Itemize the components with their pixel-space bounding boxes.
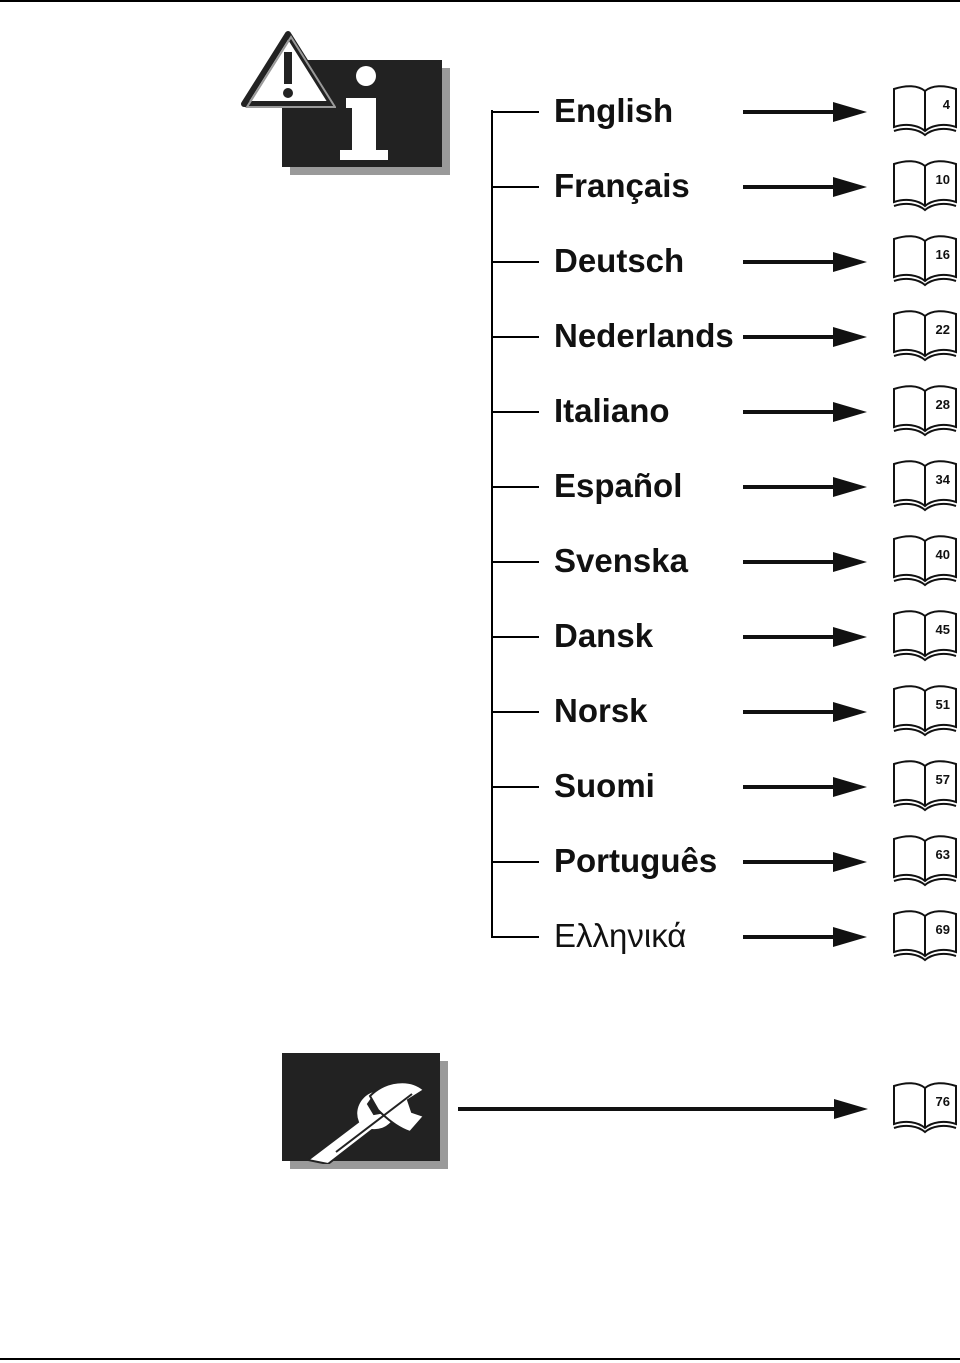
tools-book-icon: [892, 1080, 958, 1134]
page-ref-book: [892, 533, 958, 587]
arrow-icon: [743, 327, 867, 347]
tree-branch: [491, 636, 539, 638]
tree-branch: [491, 711, 539, 713]
tree-branch: [491, 486, 539, 488]
language-label[interactable]: Nederlands: [554, 317, 734, 354]
tree-branch: [491, 261, 539, 263]
page-ref-book: [892, 308, 958, 362]
page-number: 69: [935, 922, 950, 937]
tools-arrow-icon: [458, 1099, 868, 1119]
page-number: 4: [942, 97, 950, 112]
language-label[interactable]: Deutsch: [554, 242, 685, 279]
page-ref-book: [892, 908, 958, 962]
tree-branch: [491, 561, 539, 563]
language-row: [491, 92, 960, 159]
page-ref-book: [892, 458, 958, 512]
tree-branch: [491, 111, 539, 113]
bottom-rule: [0, 1358, 960, 1360]
arrow-icon: [743, 852, 867, 872]
language-label[interactable]: Dansk: [554, 617, 654, 654]
tree-branch: [491, 336, 539, 338]
arrow-icon: [743, 552, 867, 572]
page-ref-book: [892, 758, 958, 812]
page-number: 34: [935, 472, 950, 487]
arrow-icon: [743, 177, 867, 197]
language-label[interactable]: Italiano: [554, 392, 670, 429]
arrow-icon: [743, 777, 867, 797]
tools-page-number: 76: [935, 1094, 950, 1109]
info-icon: [332, 62, 396, 166]
arrow-icon: [743, 102, 867, 122]
page-ref-book: [892, 683, 958, 737]
page-ref-book: [892, 833, 958, 887]
arrow-icon: [743, 927, 867, 947]
top-rule: [0, 0, 960, 2]
page-number: 28: [935, 397, 950, 412]
arrow-icon: [743, 627, 867, 647]
arrow-icon: [743, 252, 867, 272]
tree-branch: [491, 411, 539, 413]
page-ref-book: [892, 383, 958, 437]
language-label[interactable]: Suomi: [554, 767, 655, 804]
page-ref-book: [892, 608, 958, 662]
page-ref-book: [892, 158, 958, 212]
page-number: 45: [935, 622, 950, 637]
tree-branch: [491, 936, 539, 938]
arrow-icon: [743, 477, 867, 497]
warning-icon: [240, 30, 336, 110]
language-label[interactable]: Norsk: [554, 692, 648, 729]
page-number: 57: [935, 772, 950, 787]
arrow-icon: [743, 702, 867, 722]
language-label[interactable]: Français: [554, 167, 690, 204]
tree-branch: [491, 861, 539, 863]
page-number: 22: [935, 322, 950, 337]
page-number: 16: [935, 247, 950, 262]
language-label[interactable]: English: [554, 92, 674, 129]
page-ref-book: [892, 83, 958, 137]
language-label[interactable]: Español: [554, 467, 683, 504]
language-label[interactable]: Ελληνικά: [554, 917, 687, 954]
language-label[interactable]: Português: [554, 842, 718, 879]
page-number: 63: [935, 847, 950, 862]
page-number: 10: [935, 172, 950, 187]
tree-branch: [491, 186, 539, 188]
page-number: 51: [935, 697, 950, 712]
arrow-icon: [743, 402, 867, 422]
wrench-icon: [300, 1070, 430, 1164]
page-ref-book: [892, 233, 958, 287]
language-label[interactable]: Svenska: [554, 542, 688, 579]
tree-branch: [491, 786, 539, 788]
page-number: 40: [935, 547, 950, 562]
